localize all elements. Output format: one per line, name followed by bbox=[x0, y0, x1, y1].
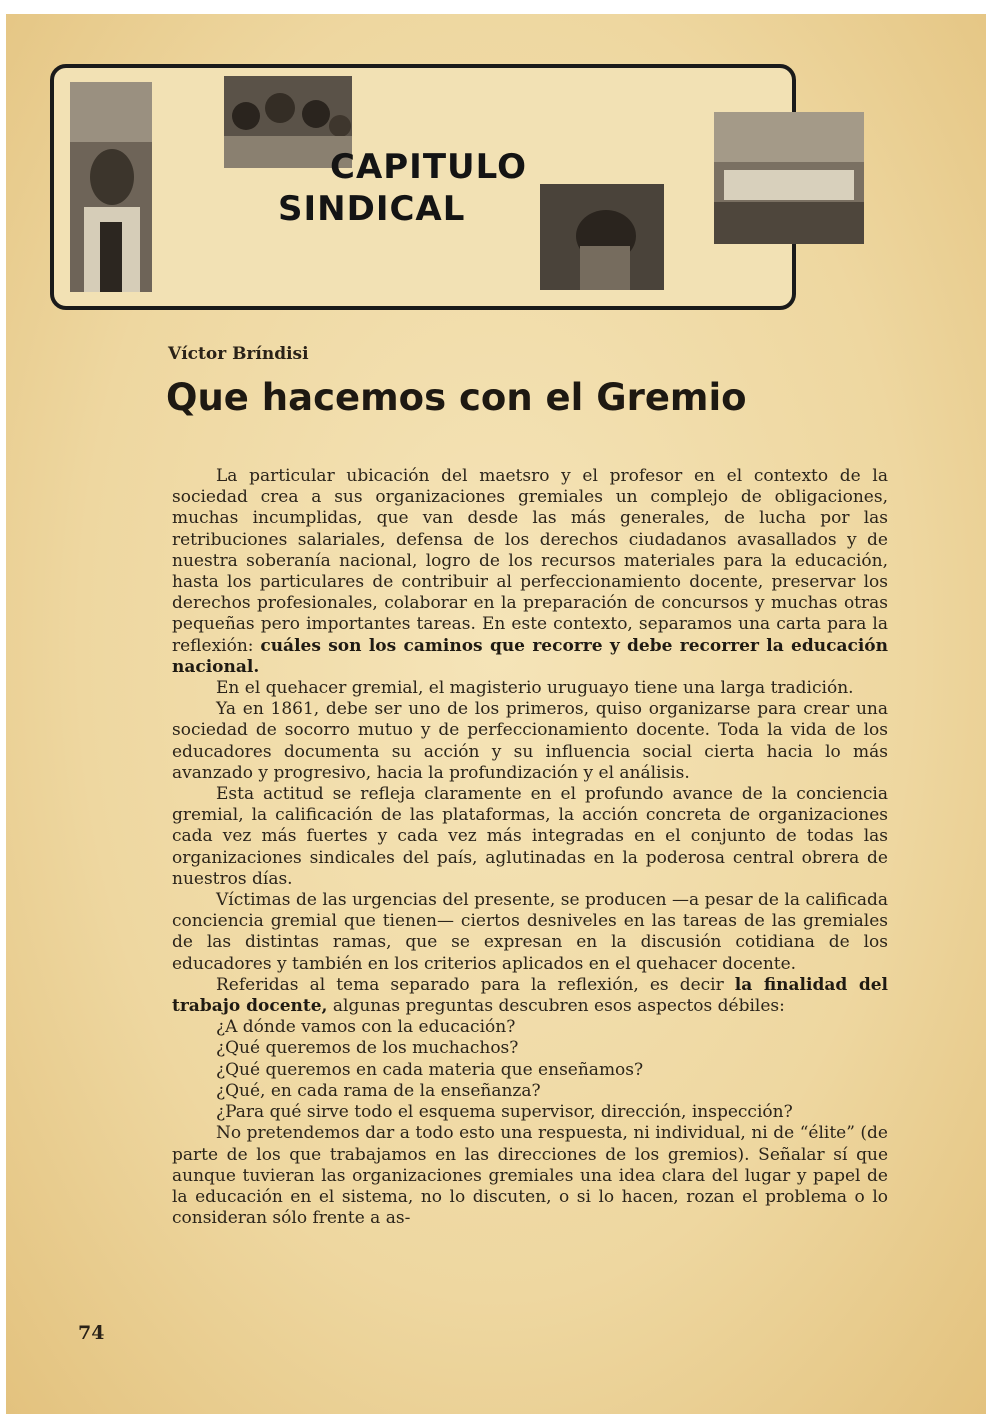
chapter-banner bbox=[50, 64, 796, 310]
paragraph-6-pre: Referidas al tema separado para la reflexión, es decir bbox=[216, 974, 724, 995]
paragraph-2: En el quehacer gremial, el magisterio uruguayo tiene una larga tradición. bbox=[216, 678, 854, 699]
article-body bbox=[172, 466, 888, 1229]
paragraph-1-bold: cuáles son los caminos que recorre y debe recorrer la educación nacional. bbox=[172, 635, 888, 677]
question-2: ¿Qué queremos de los muchachos? bbox=[216, 1038, 519, 1059]
magazine-page bbox=[6, 14, 986, 1414]
chapter-heading-line2: SINDICAL bbox=[278, 189, 466, 229]
paragraph-1-text: La particular ubicación del maetsro y el profesor en el contexto de la sociedad crea a sus organizaciones gremiales un complejo de obligaciones, muchas incumplidas, que van desde las más generales, de lucha por las retribuciones salariales, defensa de los derechos ciudadanos avasallados y de nuestra soberanía nacional, logro de los recursos materiales para la educación, hasta los particulares de contribuir al perfeccionamiento docente, preservar los derechos profesionales, colaborar en la preparación de concursos y muchas otras pequeñas pero importantes tareas. En este contexto, separamos una carta para la reflexión: bbox=[172, 466, 888, 656]
question-4: ¿Qué, en cada rama de la enseñanza? bbox=[216, 1080, 541, 1101]
paragraph-7: No pretendemos dar a todo esto una respuesta, ni individual, ni de “élite” (de parte de los que trabajamos en las direcciones de los gremios). Señalar sí que aunque tuvieran las organizaciones gremiales una idea clara del lugar y papel de la educación en el sistema, no lo discuten, o si lo hacen, rozan el problema o lo consideran sólo frente a as- bbox=[172, 1123, 888, 1229]
article-title: Que hacemos con el Gremio bbox=[166, 376, 747, 419]
paragraph-6-bold: la finalidad del trabajo docente, bbox=[172, 974, 888, 1017]
photo-worker-portrait bbox=[70, 82, 152, 292]
chapter-heading bbox=[278, 146, 578, 230]
photo-demonstration bbox=[714, 112, 864, 244]
question-1: ¿A dónde vamos con la educación? bbox=[216, 1017, 516, 1038]
paragraph-4: Esta actitud se refleja claramente en el profundo avance de la conciencia gremial, la calificación de las plataformas, la acción concreta de organizaciones cada vez más fuertes y cada vez más integradas en el conjunto de todas las organizaciones sindicales del país, aglutinadas en la poderosa central obrera de nuestros días. bbox=[172, 784, 888, 889]
paragraph-6-post: algunas preguntas descubren esos aspectos débiles: bbox=[332, 996, 785, 1017]
question-5: ¿Para qué sirve todo el esquema supervisor, dirección, inspección? bbox=[216, 1102, 793, 1123]
page-number: 74 bbox=[78, 1322, 105, 1344]
paragraph-1 bbox=[172, 466, 888, 678]
paragraph-5: Víctimas de las urgencias del presente, se producen —a pesar de la calificada conciencia gremial que tienen— ciertos desniveles en las tareas de las gremiales de las distintas ramas, que se expresan en la discusión cotidiana de los educadores y también en los criterios aplicados en el quehacer docente. bbox=[172, 890, 888, 974]
paragraph-6 bbox=[172, 975, 888, 1017]
article-author: Víctor Bríndisi bbox=[168, 344, 309, 364]
question-3: ¿Qué queremos en cada materia que enseñamos? bbox=[216, 1059, 644, 1080]
chapter-heading-line1: CAPITULO bbox=[330, 147, 527, 187]
paragraph-3: Ya en 1861, debe ser uno de los primeros, quiso organizarse para crear una sociedad de socorro mutuo y de perfeccionamiento docente. Toda la vida de los educadores documenta su acción y su influencia social cierta hacia lo más avanzado y progresivo, hacia la profundización y el análisis. bbox=[172, 699, 888, 783]
